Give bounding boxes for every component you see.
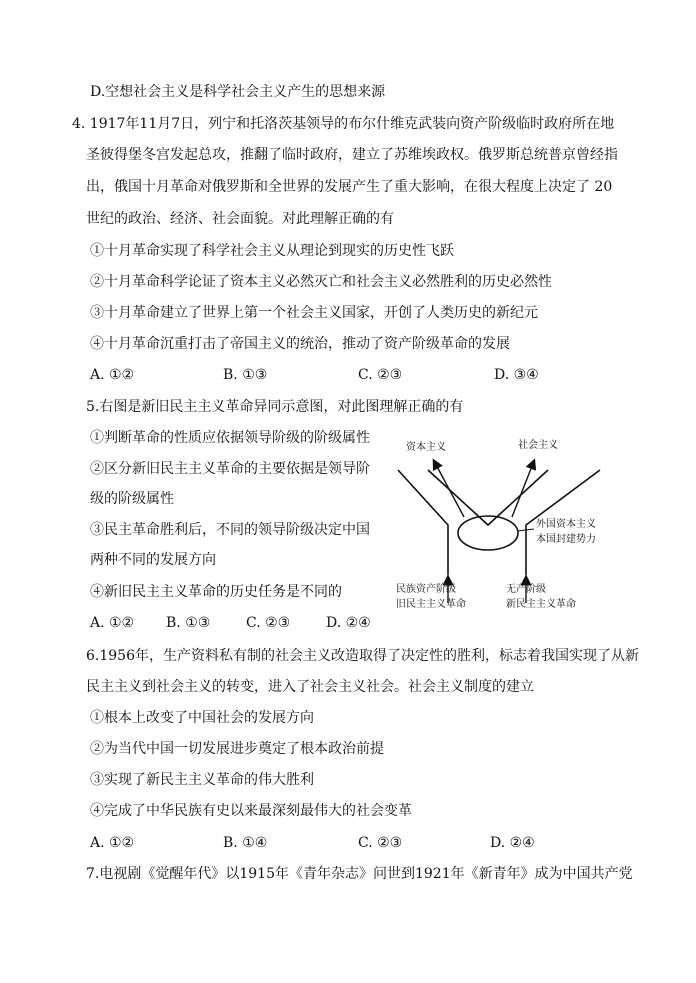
q4-stem-line-1: 4. 1917年11月7日，列宁和托洛茨基领导的布尔什维克武装向资产阶级临时政府所在地	[72, 116, 615, 132]
q4-stem-line-4: 世纪的政治、经济、社会面貌。对此理解正确的有	[86, 211, 394, 227]
q6-choice-a[interactable]: A. ①②	[90, 835, 135, 851]
q4-choice-c[interactable]: C. ②③	[358, 367, 403, 383]
q5-choice-c[interactable]: C. ②③	[246, 615, 291, 631]
revolution-comparison-diagram	[388, 425, 620, 625]
q4-choice-b[interactable]: B. ①③	[223, 367, 268, 383]
label-target-1: 外国资本主义	[536, 519, 596, 530]
q4-item-1: ①十月革命实现了科学社会主义从理论到现实的历史性飞跃	[90, 243, 454, 259]
q5-item-2: ②区分新旧民主主义革命的主要依据是领导阶	[90, 461, 370, 477]
q6-choice-d[interactable]: D. ②④	[490, 835, 535, 851]
q5-stem: 5.右图是新旧民主主义革命异同示意图，对此图理解正确的有	[86, 399, 464, 415]
q5-choice-b[interactable]: B. ①③	[166, 615, 211, 631]
q6-stem-line-1: 6.1956年，生产资料私有制的社会主义改造取得了决定性的胜利，标志着我国实现了从新	[86, 648, 639, 664]
q6-choice-b[interactable]: B. ①④	[223, 835, 268, 851]
q5-item-2-cont: 级的阶级属性	[90, 491, 174, 507]
q4-item-2: ②十月革命科学论证了资本主义必然灭亡和社会主义必然胜利的历史必然性	[90, 274, 552, 290]
q6-choice-c[interactable]: C. ②③	[358, 835, 403, 851]
q4-item-3: ③十月革命建立了世界上第一个社会主义国家，开创了人类历史的新纪元	[90, 305, 538, 321]
q5-item-1: ①判断革命的性质应依据领导阶级的阶级属性	[90, 430, 370, 446]
q3-option-d: D.空想社会主义是科学社会主义产生的思想来源	[90, 84, 386, 100]
q5-item-4: ④新旧民主主义革命的历史任务是不同的	[90, 584, 342, 600]
q4-item-4: ④十月革命沉重打击了帝国主义的统治，推动了资产阶级革命的发展	[90, 336, 510, 352]
q4-choice-d[interactable]: D. ③④	[494, 367, 539, 383]
q5-item-3-cont: 两种不同的发展方向	[90, 552, 216, 568]
q5-choice-a[interactable]: A. ①②	[90, 615, 135, 631]
q5-item-3: ③民主革命胜利后，不同的领导阶级决定中国	[90, 522, 370, 538]
label-right-2: 新民主主义革命	[506, 599, 576, 610]
arrow-to-capitalism	[434, 461, 464, 517]
label-left-2: 旧民主主义革命	[396, 599, 466, 610]
q6-item-1: ①根本上改变了中国社会的发展方向	[90, 710, 314, 726]
q6-item-3: ③实现了新民主主义革命的伟大胜利	[90, 772, 314, 788]
label-right-1: 无产阶级	[506, 584, 546, 595]
q4-stem-line-2: 圣彼得堡冬宫发起总攻，推翻了临时政府，建立了苏维埃政权。俄罗斯总统普京曾经指	[86, 147, 618, 163]
q6-item-2: ②为当代中国一切发展进步奠定了根本政治前提	[90, 741, 384, 757]
arrow-to-socialism	[512, 461, 534, 517]
target-ellipse	[458, 516, 518, 550]
q6-item-4: ④完成了中华民族有史以来最深刻最伟大的社会变革	[90, 803, 412, 819]
label-left-1: 民族资产阶级	[396, 584, 456, 595]
q4-stem-line-3: 出，俄国十月革命对俄罗斯和全世界的发展产生了重大影响，在很大程度上决定了 20	[86, 179, 613, 195]
label-target-2: 本国封建势力	[536, 534, 596, 545]
q7-stem-line-1: 7.电视剧《觉醒年代》以1915年《青年杂志》问世到1921年《新青年》成为中国共产党	[86, 866, 633, 882]
q5-choice-d[interactable]: D. ②④	[326, 615, 371, 631]
label-capitalism: 资本主义	[406, 442, 446, 453]
label-socialism: 社会主义	[518, 440, 558, 451]
q4-choice-a[interactable]: A. ①②	[90, 367, 135, 383]
left-channel-outer	[398, 470, 448, 575]
q6-stem-line-2: 民主主义到社会主义的转变，进入了社会主义社会。社会主义制度的建立	[86, 679, 534, 695]
